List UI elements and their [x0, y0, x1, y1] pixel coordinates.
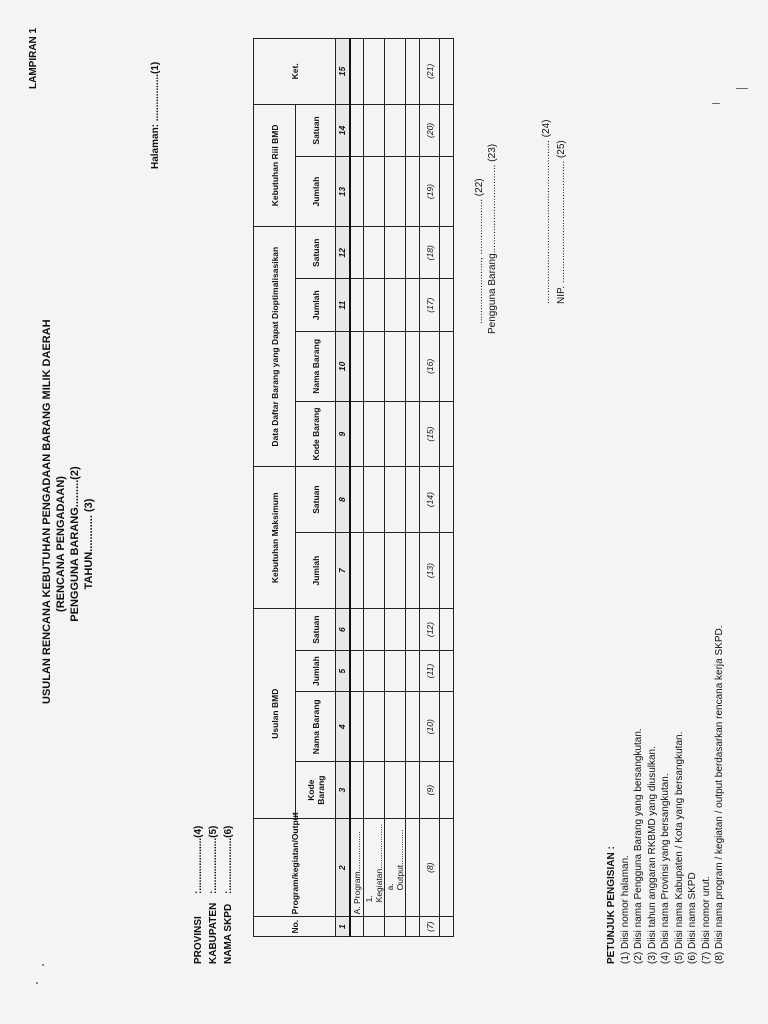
provinsi-field [193, 826, 204, 964]
signature-pengguna-barang: Pengguna Barang................................ (23) [487, 143, 498, 334]
instructions-heading: PETUNJUK PENGISIAN : [606, 846, 617, 964]
ref-number: (17) [420, 279, 440, 331]
sub-nama-barang: Nama Barang [296, 331, 336, 401]
col-number: 8 [336, 467, 350, 533]
ref-number: (12) [420, 609, 440, 651]
header-program: Program/kegiatan/Output [254, 819, 336, 917]
instruction-item: (1) Diisi nomor halaman. [619, 855, 631, 964]
col-number: 3 [336, 762, 350, 819]
sub-satuan: Satuan [296, 227, 336, 279]
table-row [406, 39, 420, 937]
col-number: 14 [336, 104, 350, 156]
ref-number: (19) [420, 157, 440, 227]
ref-number: (7) [420, 917, 440, 937]
kegiatan-cell: 1. Kegiatan................... [364, 819, 385, 917]
col-number: 4 [336, 692, 350, 762]
sub-nama-barang: Nama Barang [296, 692, 336, 762]
col-number: 2 [336, 819, 350, 917]
scan-speck [42, 964, 44, 966]
header-usulan-bmd: Usulan BMD [254, 609, 296, 819]
ref-number: (11) [420, 650, 440, 692]
skpd-value: :...................(6) [223, 825, 234, 894]
col-number: 7 [336, 532, 350, 608]
lampiran-label: LAMPIRAN 1 [28, 27, 39, 89]
column-number-row [336, 39, 350, 937]
ref-number: (21) [420, 39, 440, 105]
skpd-field [223, 826, 234, 964]
table-row [350, 39, 364, 937]
output-cell: a. Output............... [385, 819, 406, 917]
col-number: 10 [336, 331, 350, 401]
instruction-item: (6) Diisi nama SKPD [687, 872, 698, 964]
header-kebutuhan-maksimum: Kebutuhan Maksimum [254, 467, 296, 609]
sub-jumlah: Jumlah [296, 157, 336, 227]
ref-number: (9) [420, 762, 440, 819]
scan-speck [36, 982, 38, 984]
ref-number: (15) [420, 401, 440, 467]
sub-jumlah: Jumlah [296, 279, 336, 331]
col-number: 12 [336, 227, 350, 279]
signature-nip: NIP. ............................................ (25) [556, 140, 567, 304]
instruction-item: (8) Diisi nama program / kegiatan / output berdasarkan rencana kerja SKPD. [714, 625, 725, 964]
table-row [440, 39, 454, 937]
page-number-field: Halaman: .................(1) [150, 61, 161, 169]
ref-number: (13) [420, 532, 440, 608]
col-number: 1 [336, 917, 350, 937]
program-cell: A. Program................. [350, 819, 364, 917]
col-number: 9 [336, 401, 350, 467]
sub-jumlah: Jumlah [296, 532, 336, 608]
ref-number: (8) [420, 819, 440, 917]
sub-kode-barang: Kode Barang [296, 762, 336, 819]
kabupaten-label: KABUPATEN [208, 902, 219, 964]
col-number: 13 [336, 157, 350, 227]
table-row [364, 39, 385, 937]
filling-instructions [605, 625, 727, 964]
header-kebutuhan-riil: Kebutuhan Riil BMD [254, 104, 296, 226]
instruction-item: (5) Diisi nama Kabupaten / Kota yang bersangkutan. [673, 731, 685, 964]
signature-date-line: ......................., .................... (22) [474, 178, 485, 324]
col-number: 5 [336, 650, 350, 692]
signature-name-line: ........................................................... (24) [541, 119, 552, 304]
sub-kode-barang: Kode Barang [296, 401, 336, 467]
col-number: 11 [336, 279, 350, 331]
ref-number: (14) [420, 467, 440, 533]
sub-satuan: Satuan [296, 104, 336, 156]
reference-row [420, 39, 440, 937]
header-ket: Ket. [254, 39, 336, 105]
kabupaten-field [208, 826, 219, 964]
ref-number: (10) [420, 692, 440, 762]
title-line-1: USULAN RENCANA KEBUTUHAN PENGADAAN BARANG MILIK DAERAH [41, 319, 53, 704]
title-line-4: TAHUN............ (3) [83, 498, 95, 590]
provinsi-label: PROVINSI [193, 916, 204, 964]
col-number: 6 [336, 609, 350, 651]
sub-satuan: Satuan [296, 609, 336, 651]
skpd-label: NAMA SKPD [223, 903, 234, 964]
instruction-item: (7) Diisi nomor urut. [700, 876, 712, 964]
sub-satuan: Satuan [296, 467, 336, 533]
sub-jumlah: Jumlah [296, 650, 336, 692]
table-row [385, 39, 406, 937]
instruction-item: (3) Diisi tahun anggaran RKBMD yang diusulkan. [646, 746, 658, 964]
provinsi-value: :...................(4) [193, 825, 204, 894]
rkbmd-table [253, 38, 454, 937]
header-data-daftar-barang: Data Daftar Barang yang Dapat Dioptimalisasikan [254, 227, 296, 467]
document-title [40, 319, 96, 704]
title-line-3: PENGGUNA BARANG.........(2) [69, 466, 81, 622]
instruction-item: (4) Diisi nama Provinsi yang bersangkutan. [660, 773, 671, 964]
kabupaten-value: :...................(5) [208, 825, 219, 894]
header-no: No. [254, 917, 336, 937]
title-line-2: (RENCANA PENGADAAN) [55, 476, 67, 612]
ref-number: (16) [420, 331, 440, 401]
scan-speck [712, 103, 720, 104]
instruction-item: (2) Diisi nama Pengguna Barang yang bersangkutan. [633, 728, 644, 964]
scan-speck [736, 88, 748, 89]
ref-number: (18) [420, 227, 440, 279]
ref-number: (20) [420, 104, 440, 156]
col-number: 15 [336, 39, 350, 105]
